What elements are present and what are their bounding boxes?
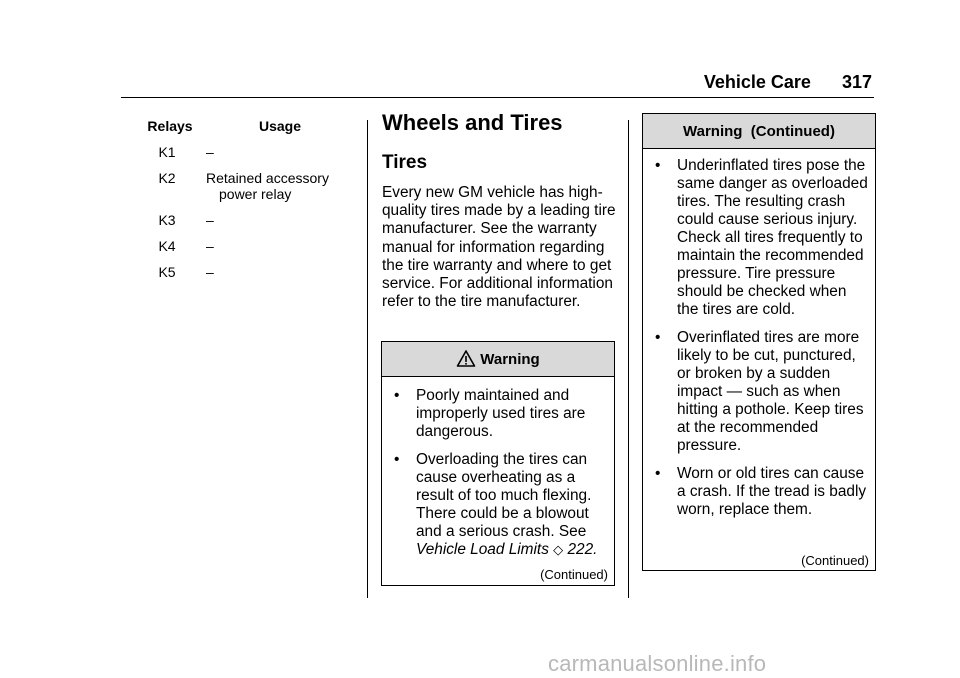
relay-id: K2 <box>158 170 176 186</box>
warning-title: Warning <box>480 350 540 368</box>
page-number: 317 <box>841 72 872 92</box>
list-item-text <box>416 451 608 559</box>
relay-table <box>130 118 350 290</box>
table-row <box>130 264 350 280</box>
list-item <box>653 329 869 455</box>
list-item <box>392 451 608 559</box>
continued-label: (Continued) <box>540 567 608 582</box>
header-rule <box>121 97 874 98</box>
page-reference: 222. <box>567 541 598 558</box>
warning-box <box>381 341 615 586</box>
list-item-text-part: Overloading the tires can cause overheating as a result of too much flexing. There could be a blowout and a serious crash. See <box>416 451 592 540</box>
table-row <box>130 238 350 254</box>
relay-usage <box>204 212 350 228</box>
warning-list <box>643 149 875 519</box>
intro-paragraph: Every new GM vehicle has high-quality tires made by a leading tire manufacturer. See the warranty manual for information regarding the tire warranty and where to get service. For additional information refer to the tire manufacturer. <box>382 184 616 311</box>
continued-label: (Continued) <box>801 553 869 568</box>
list-item-text: Overinflated tires are more likely to be cut, punctured, or broken by a sudden impact — such as when hitting a pothole. Keep tires at the recommended pressure. <box>677 329 864 454</box>
column-divider <box>367 120 368 598</box>
relay-id: K1 <box>158 144 176 160</box>
list-item <box>653 465 869 519</box>
list-item-text: Worn or old tires can cause a crash. If the tread is badly worn, replace them. <box>677 465 867 518</box>
warning-header <box>382 342 614 377</box>
page-reference-icon: ◇ <box>553 542 564 557</box>
relay-usage <box>204 264 350 280</box>
relay-usage <box>204 170 350 202</box>
usage-text: – <box>206 264 214 280</box>
list-item <box>653 157 869 319</box>
section-heading: Wheels and Tires <box>382 110 563 135</box>
relay-usage <box>204 144 350 160</box>
table-row <box>130 212 350 228</box>
col-header-usage: Usage <box>258 118 302 134</box>
watermark: carmanualsonline.info <box>548 651 767 676</box>
relay-table-header <box>130 118 350 134</box>
bullet: • <box>655 329 661 346</box>
subsection-heading: Tires <box>382 152 428 173</box>
usage-text-line2: power relay <box>219 186 292 202</box>
page-header <box>704 72 872 93</box>
relay-id: K5 <box>158 264 176 280</box>
warning-title: Warning (Continued) <box>683 122 835 140</box>
table-row <box>130 170 350 202</box>
cross-reference-link[interactable]: Vehicle Load Limits <box>416 541 549 558</box>
relay-id: K4 <box>158 238 176 254</box>
bullet: • <box>394 387 400 404</box>
section-title: Vehicle Care <box>703 72 811 92</box>
bullet: • <box>655 465 661 482</box>
list-item <box>392 387 608 441</box>
bullet: • <box>655 157 661 174</box>
usage-text: – <box>206 238 214 254</box>
usage-text: – <box>206 144 214 160</box>
usage-text: Retained accessory <box>206 170 329 186</box>
table-row <box>130 144 350 160</box>
main-column <box>382 110 617 311</box>
warning-triangle-icon <box>456 349 476 369</box>
list-item-text: Underinflated tires pose the same danger as overloaded tires. The resulting crash could cause serious injury. Check all tires frequently to maintain the recommended pressure. Tire pressure should be checked when the tires are cold. <box>677 157 868 318</box>
relay-id: K3 <box>158 212 176 228</box>
warning-header <box>643 114 875 149</box>
warning-list <box>382 377 614 559</box>
column-divider <box>628 120 629 598</box>
col-header-relays: Relays <box>147 118 193 134</box>
usage-text: – <box>206 212 214 228</box>
warning-box-continued <box>642 113 876 571</box>
bullet: • <box>394 451 400 468</box>
list-item-text: Poorly maintained and improperly used tires are dangerous. <box>416 387 586 440</box>
relay-usage <box>204 238 350 254</box>
